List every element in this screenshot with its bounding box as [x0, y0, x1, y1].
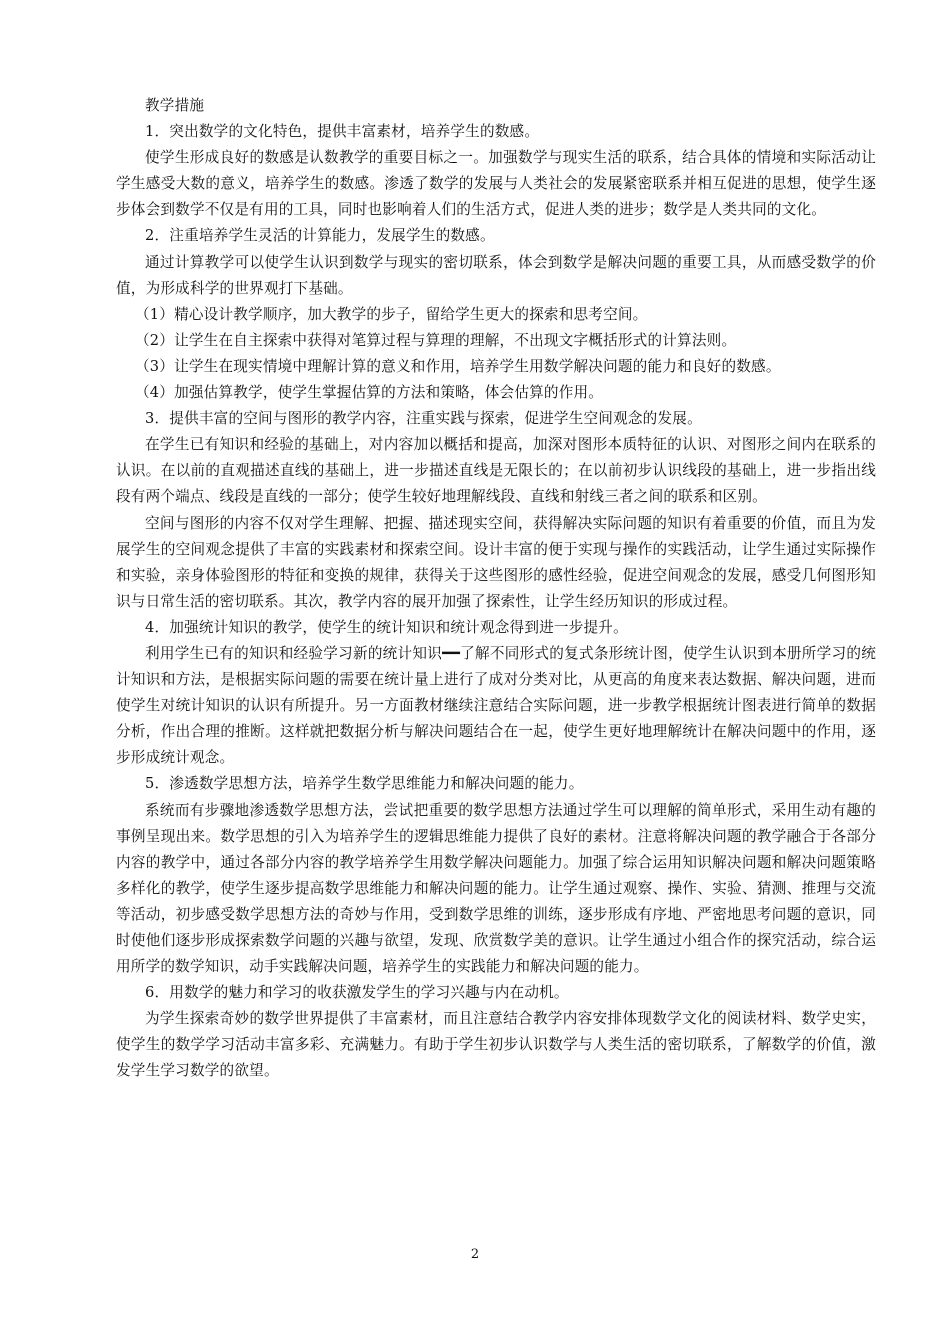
heading-3: 3．提供丰富的空间与图形的教学内容，注重实践与探索，促进学生空间观念的发展。: [145, 410, 702, 428]
list-item-3: （3）让学生在现实情境中理解计算的意义和作用，培养学生用数学解决问题的能力和良好的数感。: [135, 357, 781, 375]
paragraph-2: 通过计算教学可以使学生认识到数学与现实的密切联系，体会到数学是解决问题的重要工具，从而感受数学的价值，为形成科学的世界观打下基础。: [116, 253, 876, 297]
paragraph-6: 为学生探索奇妙的数学世界提供了丰富素材，而且注意结合教学内容安排体现数学文化的阅读材料、数学史实，使学生的数学学习活动丰富多彩、充满魅力。有助于学生初步认识数学与人类生活的密切联系，了解数学的价值，激发学生学习数学的欲望。: [116, 1010, 876, 1080]
heading-6: 6．用数学的魅力和学习的收获激发学生的学习兴趣与内在动机。: [145, 984, 569, 1002]
paragraph-5: 系统而有步骤地渗透数学思想方法，尝试把重要的数学思想方法通过学生可以理解的简单形式，采用生动有趣的事例呈现出来。数学思想的引入为培养学生的逻辑思维能力提供了良好的素材。注意将解决问题的教学融合于各部分内容的教学中，通过各部分内容的教学培养学生用数学解决问题能力。加强了综合运用知识解决问题和解决问题策略多样化的教学，使学生逐步提高数学思维能力和解决问题的能力。让学生通过观察、操作、实验、猜测、推理与交流等活动，初步感受数学思想方法的奇妙与作用，受到数学思维的训练，逐步形成有序地、严密地思考问题的意识，同时使他们逐步形成探索数学问题的兴趣与欲望，发现、欣赏数学美的意识。让学生通过小组合作的探究活动，综合运用所学的数学知识，动手实践解决问题，培养学生的实践能力和解决问题的能力。: [116, 801, 876, 976]
paragraph-3a: 在学生已有知识和经验的基础上，对内容加以概括和提高，加深对图形本质特征的认识、对图形之间内在联系的认识。在以前的直观描述直线的基础上，进一步描述直线是无限长的；在以前初步认识线段的基础上，进一步指出线段有两个端点、线段是直线的一部分；使学生较好地理解线段、直线和射线三者之间的联系和区别。: [116, 436, 876, 506]
list-item-4: （4）加强估算教学，使学生掌握估算的方法和策略，体会估算的作用。: [135, 384, 604, 402]
heading-5: 5．渗透数学思想方法，培养学生数学思维能力和解决问题的能力。: [145, 775, 584, 793]
list-item-2: （2）让学生在自主探索中获得对笔算过程与算理的理解，不出现文字概括形式的计算法则。: [135, 331, 737, 349]
paragraph-3b: 空间与图形的内容不仅对学生理解、把握、描述现实空间，获得解决实际问题的知识有着重要的价值，而且为发展学生的空间观念提供了丰富的实践素材和探索空间。设计丰富的便于实现与操作的实践活动，让学生通过实际操作和实验，亲身体验图形的特征和变换的规律，获得关于这些图形的感性经验，促进空间观念的发展，感受几何图形知识与日常生活的密切联系。其次，教学内容的展开加强了探索性，让学生经历知识的形成过程。: [116, 514, 876, 610]
list-item-1: （1）精心设计教学顺序，加大教学的步子，留给学生更大的探索和思考空间。: [135, 305, 648, 323]
paragraph-4: 利用学生已有的知识和经验学习新的统计知识━━了解不同形式的复式条形统计图，使学生认识到本册所学习的统计知识和方法，是根据实际问题的需要在统计量上进行了成对分类对比，从更高的角度来表达数据、解决问题，进而使学生对统计知识的认识有所提升。另一方面教材继续注意结合实际问题，进一步教学根据统计图表进行简单的数据分析，作出合理的推断。这样就把数据分析与解决问题结合在一起，使学生更好地理解统计在解决问题中的作用，逐步形成统计观念。: [116, 644, 876, 767]
section-title: 教学措施: [145, 97, 205, 114]
paragraph-1: 使学生形成良好的数感是认数教学的重要目标之一。加强数学与现实生活的联系，结合具体的情境和实际活动让学生感受大数的意义，培养学生的数感。渗透了数学的发展与人类社会的发展紧密联系并相互促进的思想，使学生逐步体会到数学不仅是有用的工具，同时也影响着人们的生活方式，促进人类的进步；数学是人类共同的文化。: [116, 149, 876, 219]
document-body: [116, 93, 876, 1085]
heading-1: 1．突出数学的文化特色，提供丰富素材，培养学生的数感。: [145, 123, 540, 141]
heading-2: 2．注重培养学生灵活的计算能力，发展学生的数感。: [145, 227, 495, 245]
page-number: 2: [470, 1247, 480, 1262]
heading-4: 4．加强统计知识的教学，使学生的统计知识和统计观念得到进一步提升。: [145, 618, 628, 636]
